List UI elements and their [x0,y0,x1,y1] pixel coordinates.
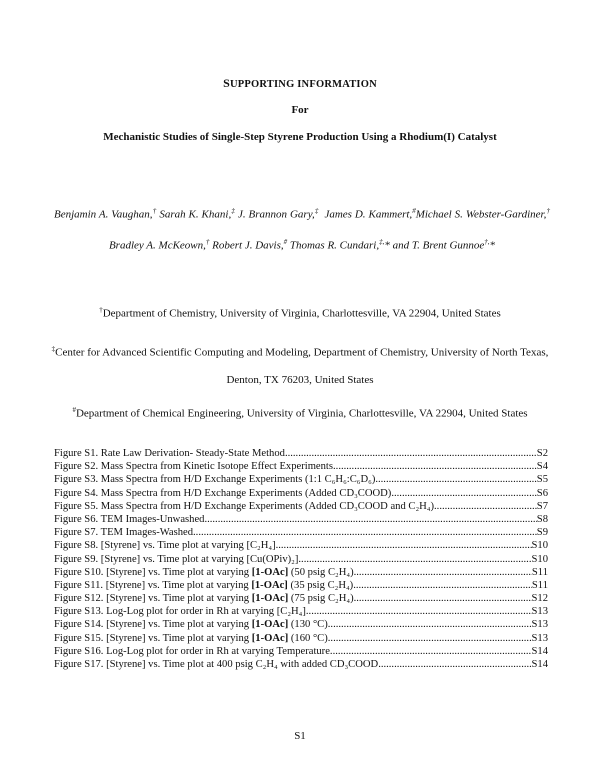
author-suffix: * [489,239,496,252]
affiliation-mark: ‡ [51,345,56,353]
affiliation-text: Department of Chemistry, University of Virginia, Charlottesville, VA 22904, United States [102,307,501,320]
toc-dot-leader [378,658,531,671]
affiliation-computing [40,336,560,394]
toc-entry-page: S14 [531,645,548,657]
toc-entry[interactable] [54,632,548,645]
toc-entry-page: S2 [536,448,548,459]
toc-dot-leader [285,447,537,460]
toc-entry[interactable] [54,500,548,513]
toc-entry[interactable] [54,487,548,500]
affiliation-mark: # [72,406,76,414]
author-name: Bradley A. McKeown, [108,239,206,252]
author-name: Sarah K. Khani, [159,208,232,221]
toc-entry-label: Figure S4. Mass Spectra from H/D Exchange Experiments (Added CD₃COOD) [54,487,392,499]
toc-entry-label: Figure S13. Log-Log plot for order in Rh at varying [C₂H₄] [54,606,306,618]
catalyst-label: [1-OAc] [251,632,289,644]
toc-dot-leader [306,605,532,618]
toc-entry[interactable] [54,566,548,579]
toc-entry-label: Figure S6. TEM Images-Unwashed [54,513,205,525]
toc-dot-leader [333,460,537,473]
table-of-contents [54,447,548,671]
toc-dot-leader [434,500,537,513]
toc-entry-page: S12 [531,593,548,605]
toc-dot-leader [391,487,536,500]
toc-entry-page: S8 [536,513,548,525]
toc-entry-page: S4 [536,461,548,473]
toc-entry[interactable] [54,592,548,605]
catalyst-label: [1-OAc] [251,619,289,631]
toc-entry-label: Figure S16. Log-Log plot for order in Rh at varying Temperature [54,645,330,657]
author-name: Robert J. Davis, [212,239,284,252]
toc-entry-label: Figure S15. [Styrene] vs. Time plot at varying [1-OAc] (160 °C) [54,632,328,644]
toc-dot-leader [330,645,532,658]
author-name: T. Brent Gunnoe [411,239,485,252]
toc-entry[interactable] [54,539,548,552]
toc-entry-label: Figure S8. [Styrene] vs. Time plot at varying [C₂H₄] [54,540,276,552]
toc-entry[interactable] [54,513,548,526]
toc-entry-page: S13 [531,619,548,631]
affiliation-text: Department of Chemical Engineering, University of Virginia, Charlottesville, VA 22904, United States [75,407,528,420]
affiliation-text: Center for Advanced Scientific Computing and Modeling, Department of Chemistry, University of North Texas, Denton, TX 76203, United States [55,346,549,386]
toc-entry-label: Figure S17. [Styrene] vs. Time plot at 400 psig C₂H₄ with added CD₃COOD [54,659,379,670]
toc-entry-page: S10 [531,553,548,565]
toc-entry-page: S10 [531,540,548,552]
toc-entry-label: Figure S2. Mass Spectra from Kinetic Isotope Effect Experiments [54,461,334,473]
author-mark: ‡ [314,207,319,215]
toc-entry[interactable] [54,658,548,671]
toc-dot-leader [375,473,536,486]
toc-dot-leader [298,553,531,566]
author-name: Michael S. Webster-Gardiner, [415,208,547,221]
page-number: S1 [294,730,306,742]
toc-dot-leader [328,632,532,645]
toc-dot-leader [204,513,536,526]
author-mark: ‡, [379,237,385,246]
toc-entry-page: S5 [536,474,548,486]
toc-dot-leader [354,592,532,605]
toc-entry-page: S7 [536,500,548,512]
toc-dot-leader [354,566,532,579]
toc-entry-label: Figure S12. [Styrene] vs. Time plot at varying [1-OAc] (75 psig C₂H₄) [54,593,354,605]
for-label: For [291,104,309,116]
toc-entry-page: S11 [531,579,548,591]
toc-entry[interactable] [54,553,548,566]
author-mark: † [205,237,210,246]
author-mark: † [152,207,157,215]
toc-dot-leader [193,526,537,539]
toc-entry-page: S13 [531,606,548,618]
catalyst-label: [1-OAc] [251,566,289,578]
author-list [54,198,550,259]
catalyst-label: [1-OAc] [251,579,288,591]
toc-dot-leader [353,579,532,592]
affiliation-mark: † [99,306,103,314]
toc-entry-label: Figure S3. Mass Spectra from H/D Exchange Experiments (1:1 C₆H₆:C₆D₆) [54,474,376,486]
author-mark: † [546,207,551,215]
toc-dot-leader [328,618,532,631]
toc-entry-label: Figure S10. [Styrene] vs. Time plot at varying [1-OAc] (50 psig C₂H₄) [54,566,354,578]
toc-entry-label: Figure S14. [Styrene] vs. Time plot at varying [1-OAc] (130 °C) [54,619,328,631]
toc-entry[interactable] [54,473,548,486]
toc-entry-label: Figure S5. Mass Spectra from H/D Exchange Experiments (Added CD₃COOD and C₂H₄) [54,500,435,512]
toc-entry-label: Figure S7. TEM Images-Washed [54,527,194,539]
affiliation-chemical-engineering [40,397,560,428]
toc-entry[interactable] [54,579,548,592]
author-mark: †, [484,237,490,246]
author-mark: # [283,237,288,246]
catalyst-label: [1-OAc] [251,593,289,605]
toc-entry[interactable] [54,447,548,460]
author-name: Benjamin A. Vaughan, [54,208,153,221]
toc-entry-page: S6 [536,487,548,499]
toc-entry-label: Figure S9. [Styrene] vs. Time plot at varying [Cu(OPiv)₂] [54,553,299,565]
toc-entry-page: S13 [531,632,548,644]
heading-rest: UPPORTING INFORMATION [230,79,377,90]
author-suffix: * and [384,239,410,252]
heading-initial: S [223,76,231,90]
toc-entry[interactable] [54,618,548,631]
toc-entry[interactable] [54,605,548,618]
author-mark: ‡ [231,207,236,215]
paper-title: Mechanistic Studies of Single-Step Styrene Production Using a Rhodium(I) Catalyst [103,131,497,143]
toc-entry-page: S11 [531,566,548,578]
toc-entry-label: Figure S11. [Styrene] vs. Time plot at varying [1-OAc] (35 psig C₂H₄) [54,579,354,591]
author-name: J. Brannon Gary, [238,208,315,221]
author-name: Thomas R. Cundari, [289,239,380,252]
author-mark: # [412,207,416,215]
toc-entry-page: S9 [536,527,548,539]
toc-entry[interactable] [54,526,548,539]
toc-entry-page: S14 [531,659,548,670]
toc-entry[interactable] [54,645,548,658]
toc-dot-leader [276,539,532,552]
toc-entry[interactable] [54,460,548,473]
toc-entry-label: Figure S1. Rate Law Derivation- Steady-State Method [54,448,285,459]
affiliation-chemistry [40,297,560,328]
supporting-information-heading [0,76,600,91]
author-name: James D. Kammert, [324,208,413,221]
